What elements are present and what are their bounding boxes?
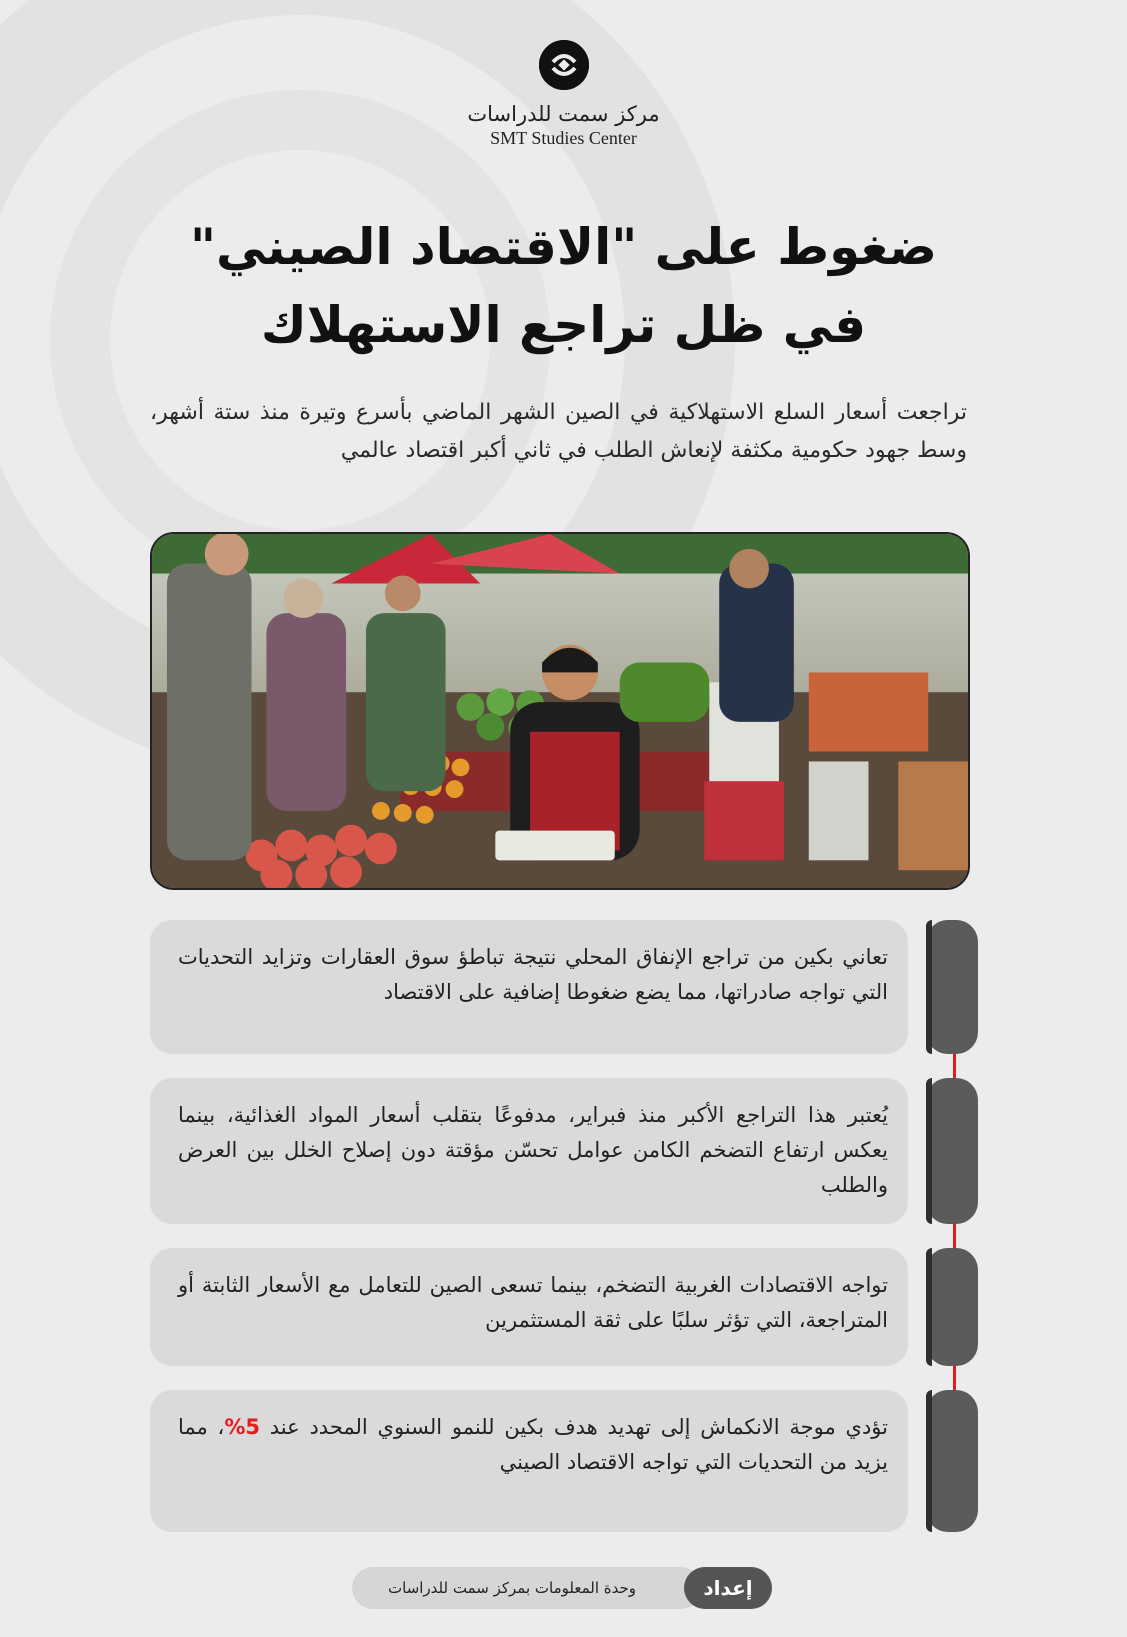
intro-paragraph: تراجعت أسعار السلع الاستهلاكية في الصين الشهر الماضي بأسرع وتيرة منذ ستة أشهر، وسط جهود حكومية مكثفة لإنعاش الطلب في ثاني أكبر اقتصاد عالمي [150,400,967,463]
point-card [150,1078,978,1224]
footer-label: إعداد [684,1567,772,1609]
point-tab [926,1390,978,1532]
point-text: تعاني بكين من تراجع الإنفاق المحلي نتيجة تباطؤ سوق العقارات وتزايد التحديات التي تواجه صادراتها، مما يضع ضغوطا إضافية على الاقتصاد [178,945,888,1004]
connector-line [953,1366,956,1390]
logo-arabic-name: مركز سمت للدراسات [467,102,660,126]
point-text: تواجه الاقتصادات الغربية التضخم، بينما تسعى الصين للتعامل مع الأسعار الثابتة أو المتراجعة، التي تؤثر سلبًا على ثقة المستثمرين [178,1273,888,1332]
growth-target-value: 5% [224,1415,261,1439]
footer-credit-text: وحدة المعلومات بمركز سمت للدراسات [352,1567,702,1609]
connector-line [953,1054,956,1078]
point-text-before: تؤدي موجة الانكماش إلى تهديد هدف بكين للنمو السنوي المحدد عند [260,1415,888,1439]
point-card [150,1390,978,1532]
market-photo [150,532,970,890]
logo [0,40,1127,149]
point-text: يُعتبر هذا التراجع الأكبر منذ فبراير، مدفوعًا بتقلب أسعار المواد الغذائية، بينما يعكس ارتفاع التضخم الكامن عوامل تحسّن مؤقتة دون إصلاح الخلل بين العرض والطلب [178,1103,888,1197]
title-line-1: ضغوط على "الاقتصاد الصيني" [189,218,938,276]
connector-line [953,1224,956,1248]
point-tab [926,1248,978,1366]
logo-english-name: SMT Studies Center [490,128,637,148]
point-text-after: ، مما يزيد من التحديات التي تواجه الاقتصاد الصيني [178,1415,888,1474]
point-card [150,1248,978,1366]
point-card [150,920,978,1054]
smt-logo-icon [539,40,589,90]
point-text [178,1410,888,1480]
point-tab [926,920,978,1054]
title-line-2: في ظل تراجع الاستهلاك [260,296,867,354]
point-tab [926,1078,978,1224]
page-title [100,208,1027,364]
footer-credit [352,1567,772,1609]
